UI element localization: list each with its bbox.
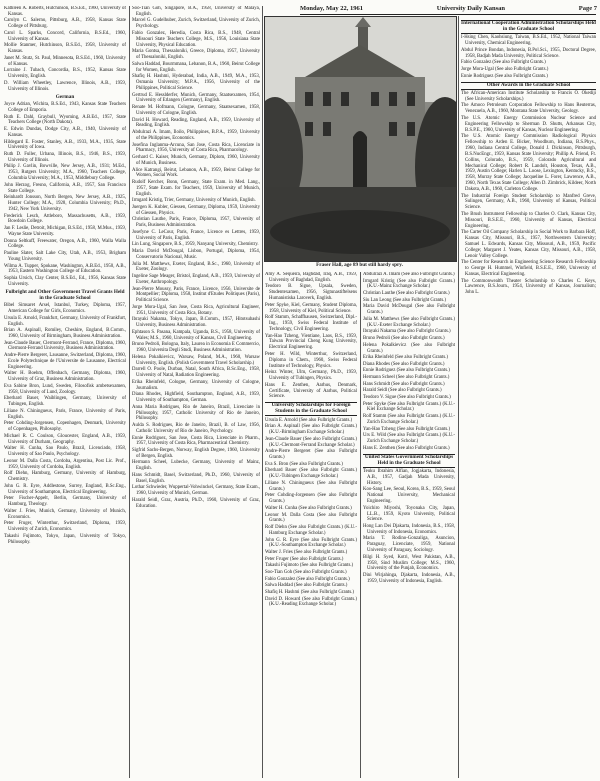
list-item: Liliane N. Chiningueux, Paris, France, University of Paris, English. xyxy=(4,408,126,420)
list-item: Hong Lan Dei Djakarta, Indonesia, B.S., 1958, University of Indonesia, Economics. xyxy=(363,523,455,535)
list-item: Siu Lan Leong (See also Fulbright Grants.) xyxy=(363,297,446,303)
list-item: The Amoco Petroleum Corporation Fellowship to Hans Reuterras, Venezuela, A.B., 1960, Montana State University, Geology. xyxy=(461,103,596,115)
list-item: David H. Howard, Reading, England, A.B., 1959, University of Reading, English. xyxy=(132,117,260,129)
list-item: Mollie Stanmer, Hutchinson, B.S.Ed., 1958, University of Kansas. xyxy=(4,43,126,55)
list-item: Fabio Gonzalez (See also Fulbright Grants.) xyxy=(461,60,546,66)
list-item: Julia M. Matthews (See also Fulbright Grants.) (K.U.-Exeter Exchange Scholar.) xyxy=(363,316,455,328)
list-item: Shafiq H. Hashmi (See also Fulbright Grants.) xyxy=(265,589,354,595)
list-item: Brian A. Aspinall, Romiley, Cheshire, England, B.Comm., 1960, University of Birmingham, Business Administration. xyxy=(4,328,126,339)
entries-list xyxy=(265,418,357,608)
list-item: Rudolf Kercher, Bonn, Germany, State Exam. in Med. Lang., 1957, State Exam. for Teachers, 1959, University of Munich, English. xyxy=(132,179,260,197)
list-item: Irmgard Kristig (See also Fulbright Grants.) (K.U.-Mainz Exchange Scholar.) xyxy=(363,278,455,290)
list-item: Lothar Schwieder, Wuppertal-Vohwinckel, Germany, State Exam., 1960, University of Munich, German. xyxy=(132,485,260,497)
list-item: Erika Rheinfeld (See also Fulbright Grants.) xyxy=(363,355,448,361)
entries-list xyxy=(363,469,455,585)
list-item: Frederick Lesch, Attleboro, Massachusetts, A.B., 1959, Bowdoin College. xyxy=(4,213,126,225)
list-item: Philip J. Gavlin, Bowville, New Jersey, A.B., 1931; M.Ed., 1953, Rutgers University; M.A., 1960, Teachers College, Columbia University; M.A., 1953, Middlebury College. xyxy=(4,164,126,182)
list-item: Hans Schmidt (See also Fulbright Grants.) xyxy=(363,381,445,387)
header-page-number: Page 7 xyxy=(578,4,597,12)
column-1 xyxy=(4,6,126,778)
list-item: Anna Maria Rodrigues, Rio de Janeiro, Brazil, Licenciate in Philosophy, 1957, Catholic University of Rio de Janeiro, Philosophy. xyxy=(132,404,260,422)
list-item: Peter Spyke (See also Fulbright Grants.) (K.U.-Kiel Exchange Scholar.) xyxy=(363,401,455,413)
list-item: Peter Fruger, Winterthur, Switzerland, Diploma, 1959, University of Zurich, Economics. xyxy=(4,521,126,533)
list-item: Hans E. Zenthen, Aarhus, Denmark, Certificate, University of Aarhus, Political Science. xyxy=(265,382,357,400)
column-2 xyxy=(132,6,260,778)
list-item: Irmgard Kristig, Trier, Germany, University of Munich, English. xyxy=(132,198,256,204)
list-item: Pauline Slater, Salt Lake City, Utah, A.B., 1953, Brigham Young University. xyxy=(4,251,126,262)
column-divider xyxy=(360,272,361,778)
list-item: Reinhardt Jonsson, North Bergen, New Jersey, A.B., 1925, Hunter College; M.A., 1928, Columbia University; Ph.D., 1942, New York University. xyxy=(4,195,126,212)
list-item: Rolf Diehn (See also Fulbright Grants.) (K.U.-Hamburg Exchange Scholar.) xyxy=(265,525,357,536)
list-item: Jean-Claude Bauer (See also Fulbright Grants.) (K.U.-Clermont-Ferrand Exchange Scholar.) xyxy=(265,436,357,448)
list-item: Jean-Claude Bauer, Clermont-Ferrand, France, Diploma, 1960, Clermont-Ferrand University, Business Administration. xyxy=(4,340,126,352)
list-item: Hans E. Zenthen (See also Fulbright Grants.) xyxy=(363,445,450,451)
list-item: Carolyn C. Salerno, Pittsburg, A.B., 1958, Kansas State College of Pittsburg. xyxy=(4,18,126,30)
list-item: Eberhard Bauer, Waiblingen, Germany, University of Tubingen, English. xyxy=(4,396,126,408)
list-item: Josefina Inglanma-Arcuna, San Jose, Costa Rica, Licenciate in Pharmacy, 1956, University of Costa Rica, Pharmacology. xyxy=(132,142,260,154)
section-heading-university-scholarships: University Scholarships for Foreign Students in the Graduate School xyxy=(265,402,357,416)
list-item: David D. Howard (See also Fulbright Grants.) (K.U.-Reading Exchange Scholar.) xyxy=(265,596,357,608)
list-item: Joyce Adrian, Wichita, B.S.Ed., 1943, Kansas State Teachers College of Emporia. xyxy=(4,102,126,113)
list-item: Sigfrid Sachs-Bergen, Norway, English Degree, 1960, University of Bergen, English. xyxy=(132,448,260,459)
building-illustration xyxy=(265,17,456,261)
list-item: Ennie Rodriguez (See also Fulbright Grants.) xyxy=(363,368,450,374)
entries-list xyxy=(4,303,126,545)
column-divider xyxy=(458,16,459,778)
list-item: Walter J. Fries (See also Fulbright Grants.) xyxy=(265,550,348,556)
list-item: Bruno Pedroli (See also Fulbright Grants.) xyxy=(363,336,445,342)
list-item: The U.S. Atomic Energy Commission Radiological Physics Fellowship to Arden E. Bicker, Woodburn, Indiana, B.S.Phys., 1960, Indiana Central College, Donald J. Dickinson, Pittsburgh, B.S.NucEngr., 1959, Kansas State University; Phillip A. Friend, Ft. Collins, Colorado, B.S., 1959, Colorado Agricultural and Mechanical College; Robert R. Landolt, Houston, Texas, A.B., 1959, Austin College; Harlen L. Loose, Lexington, Kentucky, B.S., 1958, Murray State College; Jacqueline L. Forer, Lawrence, A.B., 1960, North Texas State College; Allen D. Zimbrick, Kildeer, North Dakota, A.B., 1960, Carleton College. xyxy=(461,134,596,192)
list-item: I-Hsing Chen, Kaohsiung, Taiwan, B.S.Ed., 1952, National Taiwan University, Chemical Engineering. xyxy=(461,35,596,47)
list-item: Yan-Hao Tzheng, Vientiane, Laos, B.S., 1959, Taiwan Provincial Cheng Kung University, Electrical Engineering. xyxy=(265,333,357,351)
list-item: Maria Gontsa, Thessaloniki, Greece, Diploma, 1957, University of Thessaloniki, English. xyxy=(132,49,260,61)
list-item: Takashi Fujimoto (See also Fulbright Grants.) xyxy=(265,563,354,569)
list-item: Marcel G. Gudelhuber, Zurich, Switzerland, University of Zurich, Psychology. xyxy=(132,18,260,30)
list-item: Fabio Gonzalez, Heredia, Costa Rica, B.S., 1948, Central Missouri State Teachers College, M.S., 1956, Louisiana State University, Physical Education. xyxy=(132,30,260,48)
list-item: Ephtason S. Pasana, Kampala, Uganda, B.S., 1958, University of Wales; M.S., 1960, University of Kansas, Civil Engineering. xyxy=(132,329,260,341)
list-item: Yan-Hao Tzheng (See also Fulbright Grants.) xyxy=(363,426,451,432)
list-item: Christian Lauthe (See also Fulbright Grants.) xyxy=(363,291,450,297)
section-heading-ica: International Cooperation Administration Scholarships Held in the Graduate School xyxy=(461,20,596,32)
list-item: Gertrud E. Hesslderfer, Munich, Germany, Staatsexamen, 1954, University of Erlangen (Germany), English. xyxy=(132,92,260,104)
list-item: E. Edwin Dundas, Dodge City, A.B., 1940, University of Kansas. xyxy=(4,127,126,138)
section-heading-fulbright: Fulbright and Other Government Travel Grants Held in the Graduate School xyxy=(5,288,125,301)
list-item: Eberhard Bauer (See also Fulbright Grants.) (K.U.-Tubingen Exchange Scholar.) xyxy=(265,468,357,480)
list-item: Diana Rhodes, Highfield, Southampton, England, A.B., 1959, University of Southampton, German. xyxy=(132,392,260,404)
section-heading-us-government: United States Government Scholarships Held in the Graduate School xyxy=(364,453,454,466)
list-item: Renate M. Hofmann, Cologne, Germany, Staatsexamen, 1958, University of Cologne, English. xyxy=(132,105,260,116)
list-item: Salwa Haddad, Bourmmana, Lebanon, B.A., 1960, Beirut College for Women, English. xyxy=(132,61,260,73)
entries-list xyxy=(132,6,260,510)
list-item: Eva Sabine Bron, Lund, Sweden, Filosofisk ambetsexamen, 1958, University of Lund, Zoology. xyxy=(4,383,126,395)
list-item: Abdulrazi A. Imam, Iloilo, Philippines, B.P.A., 1959, University of the Philippines, Economics. xyxy=(132,130,260,141)
column-divider xyxy=(129,6,130,778)
entries-list xyxy=(4,6,126,93)
list-item: The Industrial Foreign Student Scholarship to Manfred Greve, Sulingen, Germany, A.B., 1960, University of Kansas, Political Science. xyxy=(461,193,596,211)
list-item: Harald Seidl, Graz, Austria, Ph.D., 1960, University of Graz, Education. xyxy=(132,497,260,509)
list-item: Amy A. Sequeira, Baghdad, Iraq, A.B., 1959, University of Baghdad, English. xyxy=(265,272,357,283)
header-rule xyxy=(300,14,596,15)
list-item: The Center for Research in Engineering Science Research Fellowship to George H. Hummel, Winfield, B.S.E.E., 1960, University of Kansas, Electrical Engineering. xyxy=(461,260,596,277)
list-item: Lorraine J. Tubach, Concordia, B.S., 1952, Kansas State University, English. xyxy=(4,68,126,80)
list-item: Bruno Pedroli, Bologna, Italy, Laurea in Economia E Commercio, 1960, Universita Degli Studi, Business Administration. xyxy=(132,342,260,354)
list-item: Bibel Simsaret Arsel, Istanbul, Turkey, Diploma, 1957, American College for Girls, Economics. xyxy=(4,303,126,315)
list-item: Walter H. Boehm, Offenbach, Germany, Diploma, 1960, University of Graz, Business Administration. xyxy=(4,371,126,383)
list-item: Dini Wirjahinga, Djakarta, Indonesia, A.B., 1959, University of Indonesia, English. xyxy=(363,573,455,584)
list-item: Hermann Scheel (See also Fulbright Grants.) xyxy=(363,375,450,381)
list-item: Maria David McDougal, Lisbon, Portugal, Diploma, 1954, Conservatorio Nacional, Music. xyxy=(132,249,260,260)
list-item: Ursula E. Arnold, Frankfurt, Germany, University of Frankfurt, English. xyxy=(4,315,126,327)
list-item: Wilma A. Tupper, Spokane, Washington, A.B.Ed., 1950, A.B., 1953, Eastern Washington College of Education. xyxy=(4,263,126,275)
list-item: Jorge Mora-Ugal (See also Fulbright Grants.) xyxy=(461,67,549,73)
list-item: Ennie Rodriguez (See also Fulbright Grants.) xyxy=(461,73,548,79)
list-item: Shafiq H. Hashmi, Hyderabad, India, A.B., 1949, M.A., 1953, Osmania University; M.P.A., 1956, University of the Philippines, Political Science. xyxy=(132,74,260,91)
page-header xyxy=(300,3,597,13)
list-item: Abdulrazi A. Imam (See also Fulbright Grants.) xyxy=(363,272,455,277)
photo-caption: Fraser Hall, age 89 but still hardy spry. xyxy=(316,262,403,268)
list-item: Bilgi H. Syed, Kotri, West Pakistan, A.B., 1958, Sind Muslim College; M.S., 1960, University of the Punjab, Economics. xyxy=(363,554,455,572)
list-item: Eva S. Bron (See also Fulbright Grants.) xyxy=(265,461,343,467)
list-item: Brian A. Aspinall (See also Fulbright Grants.) (K.U.-Birmingham Exchange Scholar.) xyxy=(265,424,357,436)
list-item: The Carter Oil Company Scholarship in Social Work to Barbara Hoff, Kansas City, Missouri, B.S., 1957, Northwestern University; Samuel L. Edwards, Kansas City, Missouri, A.B., 1959, Pacific College; Margaret J. Yeates, Kansas City, Missouri, A.B., 1958, Lenoir Valley College. xyxy=(461,230,596,259)
list-item: Gerhard C. Kaiser, Munich, Germany, Diplom, 1960, University of Munich, Business. xyxy=(132,155,260,166)
section-heading-german: German xyxy=(55,93,75,100)
list-item: Walter H. Cunha (See also Fulbright Grants.) xyxy=(265,505,352,511)
list-item: Rolf Stamm, Schaffhausen, Switzerland, Dipl.-Ing., 1959, Swiss Federal Institute of Technology, Civil Engineering. xyxy=(265,315,357,332)
list-item: Maria T. Rodino-Gonzaliga, Asuncion, Paraguay, Licenciate, 1959, National University of Paraguay, Sociology. xyxy=(363,536,455,554)
section-heading-other-awards: Other Awards in the Graduate School xyxy=(461,82,596,90)
list-item: Kathleen A. Roberts, Hutchinson, B.S.Ed., 1960, University of Kansas. xyxy=(4,6,126,17)
list-item: Urs E. Wild (See also Fulbright Grants.) (K.U.-Zurich Exchange Scholar.) xyxy=(363,433,455,445)
list-item: Ruth E. Dahl, Graybull, Wyoming, A.B.Ed., 1957, State Teachers College (North Dakota). xyxy=(4,114,126,126)
list-item: Josefyne C. LeCour, Paris, France, Licence es Lettres, 1959, University of Paris, English. xyxy=(132,229,260,241)
list-item: Peter Spyke, Kiel, Germany, Student Diploma, 1958, University of Kiel, Political Science. xyxy=(265,302,357,314)
list-item: Juergen K. Kubler, Giessen, Germany, Diploma, 1959, University of Giessen, Physics. xyxy=(132,204,260,216)
fraser-hall-photo xyxy=(264,16,457,262)
list-item: Maria David McDougal (See also Fulbright Grants.) xyxy=(363,304,455,316)
list-item: Alice Katrangi, Beirut, Lebanon, A.B., 1959, Beirut College for Women, Social Work. xyxy=(132,167,260,179)
list-item: Soo-Tian Goh (See also Fulbright Grants.) xyxy=(265,569,347,575)
list-item: Takashi Fujimoto, Tokyo, Japan, University of Tokyo, Philosophy. xyxy=(4,533,126,545)
list-item: Salwa Haddad (See also Fulbright Grants.) xyxy=(265,583,348,589)
list-item: Ibrayaki Nakama (See also Fulbright Grants.) xyxy=(363,329,451,335)
list-item: Heinz Winter, Ulm, Germany, Ph.D., 1959, University of Tubingen, Physics. xyxy=(265,370,357,382)
list-item: The Brush Instrument Fellowship to Charles O. Clark, Kansas City, Missouri, B.S.E.E., 1960, University of Kansas, Electrical Engineering. xyxy=(461,211,596,229)
list-item: Peter H. Wild, Winterthur, Switzerland, Diploma in Chem., 1960, Swiss Federal Institute of Technology, Physics. xyxy=(265,351,357,369)
list-item: John Herzog, Fresno, California, A.B., 1957, San Francisco State College. xyxy=(4,182,126,194)
list-item: Rolf Stamm (See also Fulbright Grants.) (K.U.-Zurich Exchange Scholar.) xyxy=(363,414,455,425)
entries-list xyxy=(363,272,455,452)
list-item: Fabio Gonzalez (See also Fulbright Grants.) xyxy=(265,576,350,582)
list-item: Diana Rhodes (See also Fulbright Grants.) xyxy=(363,361,445,367)
list-item: D. William Wheetley, Lawrence, Illinois, A.B., 1959, University of Illinois. xyxy=(4,80,126,92)
list-item: Andre-Pierre Bergeret (See also Fulbright Grants.) xyxy=(265,449,357,461)
list-item: Peter Cohding-Jorgensen (See also Fulbright Grants.) xyxy=(265,493,357,505)
list-item: Jorge Mora-Ugal, San Jose, Costa Rica, Agricultural Engineer, 1951, University of Costa Rica, Botany. xyxy=(132,304,260,316)
list-item: John G. R. Eyre (See also Fulbright Grants.) (K.U.-Southampton Exchange Scholar.) xyxy=(265,537,357,549)
list-item: Jean-Pierre Moussy, Paris, France, Licence, 1956, Universite de Montpellier; Diploma, 1958, Institut d'Etudes Politiques (Paris), Political Science. xyxy=(132,286,260,304)
entries-list xyxy=(265,272,357,400)
list-item: Hans Schmidt, Basel, Switzerland, Ph.D., 1960, University of Basel, English. xyxy=(132,472,260,484)
list-item: Ingeline Sage Meager, Bristol, England, A.B., 1959, University of Exeter, Anthropology. xyxy=(132,274,260,285)
list-item: Sophia Ursich, Clay Center, B.S.Ed., Ed., 1956, Kansas State University. xyxy=(4,276,126,287)
entries-list xyxy=(461,35,596,79)
list-item: Jan F. Leslie, Detroit, Michigan, B.S.Ed., 1958, M.Mus., 1959, Wayne State University. xyxy=(4,226,126,237)
list-item: Helena Pokalkievicz (See also Fulbright Grants.) xyxy=(363,342,455,354)
column-5 xyxy=(461,18,596,778)
list-item: Peter Cohding-Jorgensen, Copenhagen, Denmark, University of Copenhagen, Philosophy. xyxy=(4,421,126,433)
column-divider xyxy=(262,6,263,778)
list-item: Teodoro V. Sigue (See also Fulbright Grants.) xyxy=(363,394,451,400)
list-item: Christian Lauthe, Paris, France, Diploma, 1957, University of Paris, Business Administration. xyxy=(132,217,260,229)
list-item: Helena Pokalkievicz, Warsaw, Poland, M.A., 1960, Warsaw University, English. (Polish Government Travel Scholarship.) xyxy=(132,354,260,366)
list-item: Lin Lung, Singapore, B.S., 1959, Nanyang University, Chemistry. xyxy=(132,242,259,248)
list-item: Teodoro B. Sigue, Upsala, Sweden, Studentexamen, 1956, Sigtunastiftelsens Humanistiska Laroverk, English. xyxy=(265,284,357,302)
list-item: Ibrayaki Nakama, Tokyo, Japan, B.Comm., 1957, Hitotsubashi University, Business Administration. xyxy=(132,317,260,329)
column-4 xyxy=(363,272,455,778)
list-item: Michael R. C. Coulson, Gloucester, England, A.B., 1959, University of Durham, Geography. xyxy=(4,433,126,445)
list-item: Julia M. Matthews, Exeter, England, B.Sc., 1960, University of Exeter, Zoology. xyxy=(132,261,260,273)
header-date: Monday, May 22, 1961 xyxy=(300,4,364,12)
list-item: Soo-Tian Goh, Singapore, B.A., 1958, University of Malaya, English. xyxy=(132,6,260,17)
list-item: Hermann Scheel, Lubecke, Germany, University of Mainz, English. xyxy=(132,460,260,472)
list-item: Rolf Diehn, Hamburg, Germany, University of Hamburg, Chemistry. xyxy=(4,471,126,483)
list-item: The African-American Institute Scholarship to Francis O. Okediji (See University Scholarships.) xyxy=(461,91,596,102)
list-item: Hildegard E. Foster, Stanley, A.B., 1933, M.A., 1935, State University of Iowa. xyxy=(4,139,126,151)
list-item: Harald Seidl (See also Fulbright Grants.) xyxy=(363,388,442,394)
list-item: Liliane N. Chiningueux (See also Fulbright Grants.) xyxy=(265,480,357,492)
list-item: Erika Rheinfeld, Cologne, Germany, University of Cologne, Journalism. xyxy=(132,379,260,391)
entries-list xyxy=(461,91,596,296)
list-item: Yoichiro Miyoshi, Toyonaka City, Japan, LL.B., 1959, Kyoto University, Political Science. xyxy=(363,505,455,523)
list-item: Ruth D. Fuller, Urbana, Illinois, B.S., 1946, B.S., 1959, University of Illinois. xyxy=(4,152,126,163)
list-item: The Commonwealth Theater Scholarship to Charles C. Keys, Lawrence, B.S.Journ., 1954, University of Kansas, Journalism; John L. xyxy=(461,278,596,296)
list-item: Andre-Pierre Bergeret, Lausanne, Switzerland, Diploma, 1960, Ecole Polytechnique de l'Universite de Lausanne, Electrical Engineering. xyxy=(4,353,126,370)
list-item: The U.S. Atomic Energy Commission Nuclear Science and Engineering Fellowship to Sherman D. Shutts, Arkansas City, B.S.P.E., 1960, University of Kansas, Nuclear Engineering. xyxy=(461,115,596,133)
list-item: Peter Fruger (See also Fulbright Grants.) xyxy=(265,556,344,562)
list-item: Ursula E. Arnold (See also Fulbright Grants.) xyxy=(265,417,353,423)
list-item: Darrell O. Poole, Durban, Natal, South Africa, B.Sc.Eng., 1958, University of Natal, Radiation Engineering. xyxy=(132,367,260,379)
list-item: Leonor M. Dalla Costa, Cordoba, Argentina, Post Lic. Prof., 1959, University of Cordoba, English. xyxy=(4,458,126,470)
list-item: John G. R. Eyre, Addlestone, Surrey, England, B.Sc.Eng., University of Southampton, Electrical Engineering. xyxy=(4,483,126,495)
list-item: Donna Seltkuff, Freewater, Oregon, A.B., 1960, Walla Walla College. xyxy=(4,238,126,250)
list-item: Janet M. Stutz, St. Paul, Minnesota, B.S.Ed., 1960, University of Kansas. xyxy=(4,55,126,67)
column-3 xyxy=(265,272,357,778)
list-item: Carol L. Sparks, Concord, California, B.S.Ed., 1960, University of Kansas. xyxy=(4,30,126,42)
header-paper-name: University Daily Kansan xyxy=(436,4,506,12)
list-item: Walter H. Cunha, Sao Paulo, Brazil, Licenciado, 1958, University of Sao Paulo, Psychology. xyxy=(4,446,126,458)
list-item: Leonor M. Dalla Costa (See also Fulbright Grants.) xyxy=(265,512,357,524)
list-item: Abdul Prince Bondan, Indonesia, B.Pol.Sci., 1955, Doctoral Degree, 1958, Badjah Mada University, Political Science. xyxy=(461,47,596,59)
entries-list xyxy=(4,102,126,288)
list-item: Peter Fischer-Appelt, Berlin, Germany, University of Hamburg, Theology. xyxy=(4,496,126,508)
list-item: Aulda S. Rodrigues, Rio de Janeiro, Brazil, B. of Law, 1956, Catholic University of Rio de Janeiro, Psychology. xyxy=(132,423,260,434)
list-item: Koo-Sang Lee, Seoul, Korea, B.S., 1959, Seoul National University, Mechanical Engineering. xyxy=(363,487,455,505)
list-item: Teuku Ibrahim Alfian, Jogjakarta, Indonesia, A.B., 1957, Gadjah Mada University, History. xyxy=(363,469,455,486)
list-item: Walter J. Fries, Munich, Germany, University of Munich, Economics. xyxy=(4,508,126,520)
list-item: Ennie Rodriguez, San Jose, Costa Rica, Licenciate in Pharm., 1957, University of Costa Rica, Pharmaceutical Chemistry. xyxy=(132,435,260,447)
